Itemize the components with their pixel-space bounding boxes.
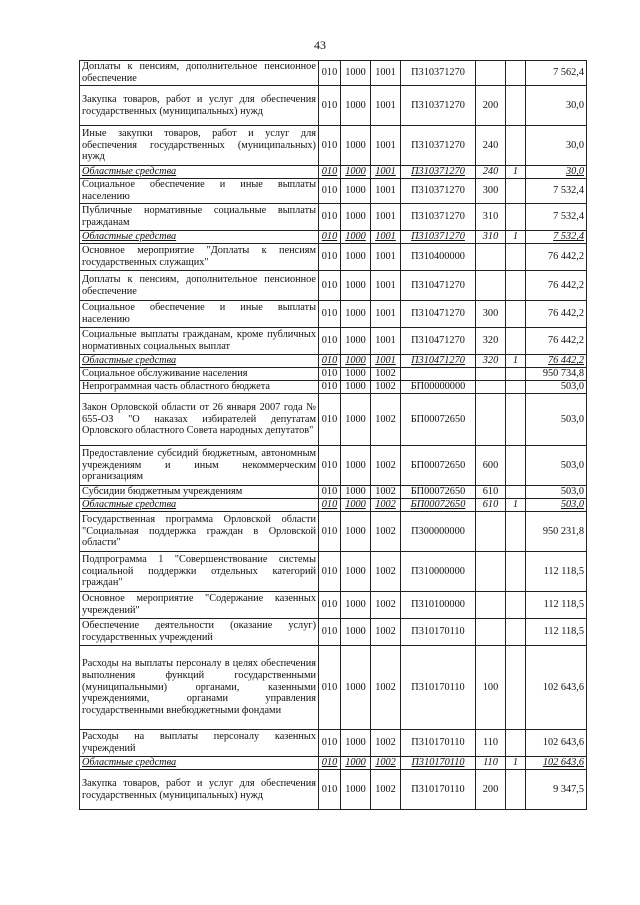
- table-row: [80, 271, 587, 301]
- table-row: [80, 179, 587, 204]
- ministry-code-cell: 010: [319, 61, 341, 86]
- section-code-cell: 1000: [341, 328, 371, 355]
- table-row: [80, 244, 587, 271]
- row-name-cell: Доплаты к пенсиям, дополнительное пенсионное обеспечение: [80, 61, 319, 86]
- funding-source-cell: [506, 244, 526, 271]
- expense-type-cell: [476, 271, 506, 301]
- ministry-code-cell: 010: [319, 394, 341, 446]
- ministry-code-cell: 010: [319, 166, 341, 179]
- amount-cell: 503,0: [526, 446, 587, 486]
- amount-cell: 76 442,2: [526, 244, 587, 271]
- funding-source-cell: [506, 126, 526, 166]
- table-row: [80, 499, 587, 512]
- row-name-cell: Государственная программа Орловской области "Социальная поддержка граждан в Орловской области": [80, 512, 319, 552]
- ministry-code-cell: 010: [319, 204, 341, 231]
- funding-source-cell: [506, 770, 526, 810]
- expense-type-cell: 320: [476, 355, 506, 368]
- amount-cell: 76 442,2: [526, 271, 587, 301]
- target-article-cell: П310100000: [401, 592, 476, 619]
- section-code-cell: 1000: [341, 646, 371, 730]
- funding-source-cell: 1: [506, 499, 526, 512]
- section-code-cell: 1000: [341, 757, 371, 770]
- ministry-code-cell: 010: [319, 512, 341, 552]
- subsection-code-cell: 1001: [371, 179, 401, 204]
- table-row: [80, 61, 587, 86]
- amount-cell: 112 118,5: [526, 552, 587, 592]
- subsection-code-cell: 1002: [371, 512, 401, 552]
- amount-cell: 503,0: [526, 394, 587, 446]
- table-row: [80, 166, 587, 179]
- funding-source-cell: [506, 301, 526, 328]
- subsection-code-cell: 1001: [371, 126, 401, 166]
- table-row: [80, 446, 587, 486]
- subsection-code-cell: 1002: [371, 499, 401, 512]
- target-article-cell: П310400000: [401, 244, 476, 271]
- subsection-code-cell: 1002: [371, 486, 401, 499]
- table-row: [80, 381, 587, 394]
- expense-type-cell: 600: [476, 446, 506, 486]
- row-name-cell: Обеспечение деятельности (оказание услуг) государственных учреждений: [80, 619, 319, 646]
- table-row: [80, 394, 587, 446]
- table-row: [80, 301, 587, 328]
- section-code-cell: 1000: [341, 381, 371, 394]
- subsection-code-cell: 1002: [371, 552, 401, 592]
- ministry-code-cell: 010: [319, 271, 341, 301]
- expense-type-cell: 300: [476, 179, 506, 204]
- table-row: [80, 552, 587, 592]
- funding-source-cell: [506, 592, 526, 619]
- table-row: [80, 512, 587, 552]
- row-name-cell: Социальное обеспечение и иные выплаты населению: [80, 301, 319, 328]
- amount-cell: 950 734,8: [526, 368, 587, 381]
- section-code-cell: 1000: [341, 231, 371, 244]
- expense-type-cell: [476, 592, 506, 619]
- row-name-cell: Закупка товаров, работ и услуг для обеспечения государственных (муниципальных) нужд: [80, 770, 319, 810]
- section-code-cell: 1000: [341, 166, 371, 179]
- table-row: [80, 368, 587, 381]
- amount-cell: 503,0: [526, 381, 587, 394]
- table-row: [80, 86, 587, 126]
- row-name-cell: Предоставление субсидий бюджетным, автономным учреждениям и иным некоммерческим организациям: [80, 446, 319, 486]
- amount-cell: 102 643,6: [526, 757, 587, 770]
- table-row: [80, 204, 587, 231]
- ministry-code-cell: 010: [319, 730, 341, 757]
- target-article-cell: П310170110: [401, 730, 476, 757]
- table-row: [80, 231, 587, 244]
- row-name-cell: Доплаты к пенсиям, дополнительное пенсионное обеспечение: [80, 271, 319, 301]
- subsection-code-cell: 1001: [371, 204, 401, 231]
- ministry-code-cell: 010: [319, 646, 341, 730]
- row-name-cell: Закон Орловской области от 26 января 2007 года № 655-ОЗ "О наказах избирателей депутатам Орловского областного Совета народных депутатов": [80, 394, 319, 446]
- target-article-cell: П310371270: [401, 179, 476, 204]
- amount-cell: 76 442,2: [526, 328, 587, 355]
- amount-cell: 7 562,4: [526, 61, 587, 86]
- subsection-code-cell: 1002: [371, 757, 401, 770]
- row-name-cell: Расходы на выплаты персоналу в целях обеспечения выполнения функций государственными (муниципальными) органами, казенными учреждениями, органами управления государственными внебюджетными фондами: [80, 646, 319, 730]
- expense-type-cell: 310: [476, 204, 506, 231]
- target-article-cell: БП00072650: [401, 486, 476, 499]
- section-code-cell: 1000: [341, 355, 371, 368]
- section-code-cell: 1000: [341, 204, 371, 231]
- row-name-cell: Социальное обеспечение и иные выплаты населению: [80, 179, 319, 204]
- amount-cell: 30,0: [526, 126, 587, 166]
- subsection-code-cell: 1001: [371, 244, 401, 271]
- expense-type-cell: 300: [476, 301, 506, 328]
- section-code-cell: 1000: [341, 61, 371, 86]
- section-code-cell: 1000: [341, 394, 371, 446]
- row-name-cell: Расходы на выплаты персоналу казенных учреждений: [80, 730, 319, 757]
- row-name-cell: Областные средства: [80, 499, 319, 512]
- section-code-cell: 1000: [341, 512, 371, 552]
- target-article-cell: П310371270: [401, 231, 476, 244]
- subsection-code-cell: 1001: [371, 61, 401, 86]
- section-code-cell: 1000: [341, 730, 371, 757]
- section-code-cell: 1000: [341, 271, 371, 301]
- ministry-code-cell: 010: [319, 328, 341, 355]
- target-article-cell: П310170110: [401, 646, 476, 730]
- funding-source-cell: 1: [506, 231, 526, 244]
- ministry-code-cell: 010: [319, 381, 341, 394]
- amount-cell: 7 532,4: [526, 204, 587, 231]
- target-article-cell: БП00072650: [401, 499, 476, 512]
- table-row: [80, 486, 587, 499]
- expense-type-cell: [476, 552, 506, 592]
- ministry-code-cell: 010: [319, 592, 341, 619]
- target-article-cell: П310170110: [401, 757, 476, 770]
- section-code-cell: 1000: [341, 619, 371, 646]
- ministry-code-cell: 010: [319, 446, 341, 486]
- expense-type-cell: [476, 512, 506, 552]
- row-name-cell: Закупка товаров, работ и услуг для обеспечения государственных (муниципальных) нужд: [80, 86, 319, 126]
- section-code-cell: 1000: [341, 368, 371, 381]
- section-code-cell: 1000: [341, 126, 371, 166]
- page-number: 43: [314, 38, 326, 52]
- section-code-cell: 1000: [341, 552, 371, 592]
- amount-cell: 503,0: [526, 486, 587, 499]
- funding-source-cell: [506, 619, 526, 646]
- subsection-code-cell: 1001: [371, 355, 401, 368]
- expense-type-cell: [476, 61, 506, 86]
- row-name-cell: Областные средства: [80, 166, 319, 179]
- amount-cell: 30,0: [526, 86, 587, 126]
- ministry-code-cell: 010: [319, 355, 341, 368]
- subsection-code-cell: 1002: [371, 381, 401, 394]
- expense-type-cell: 100: [476, 646, 506, 730]
- table-row: [80, 770, 587, 810]
- section-code-cell: 1000: [341, 446, 371, 486]
- target-article-cell: [401, 368, 476, 381]
- subsection-code-cell: 1002: [371, 446, 401, 486]
- ministry-code-cell: 010: [319, 86, 341, 126]
- ministry-code-cell: 010: [319, 231, 341, 244]
- funding-source-cell: [506, 552, 526, 592]
- row-name-cell: Областные средства: [80, 231, 319, 244]
- target-article-cell: П310371270: [401, 86, 476, 126]
- target-article-cell: П310371270: [401, 61, 476, 86]
- funding-source-cell: 1: [506, 757, 526, 770]
- row-name-cell: Основное мероприятие "Содержание казенных учреждений": [80, 592, 319, 619]
- table-row: [80, 619, 587, 646]
- subsection-code-cell: 1002: [371, 730, 401, 757]
- amount-cell: 7 532,4: [526, 231, 587, 244]
- expense-type-cell: 610: [476, 499, 506, 512]
- table-row: [80, 126, 587, 166]
- row-name-cell: Областные средства: [80, 757, 319, 770]
- section-code-cell: 1000: [341, 301, 371, 328]
- funding-source-cell: [506, 179, 526, 204]
- subsection-code-cell: 1001: [371, 271, 401, 301]
- funding-source-cell: [506, 486, 526, 499]
- expense-type-cell: 310: [476, 231, 506, 244]
- funding-source-cell: 1: [506, 166, 526, 179]
- expense-type-cell: 320: [476, 328, 506, 355]
- row-name-cell: Социальное обслуживание населения: [80, 368, 319, 381]
- expense-type-cell: [476, 619, 506, 646]
- funding-source-cell: 1: [506, 355, 526, 368]
- amount-cell: 30,0: [526, 166, 587, 179]
- subsection-code-cell: 1001: [371, 86, 401, 126]
- expense-type-cell: 200: [476, 770, 506, 810]
- amount-cell: 950 231,8: [526, 512, 587, 552]
- subsection-code-cell: 1002: [371, 592, 401, 619]
- funding-source-cell: [506, 204, 526, 231]
- table-row: [80, 355, 587, 368]
- row-name-cell: Иные закупки товаров, работ и услуг для обеспечения государственных (муниципальных) нужд: [80, 126, 319, 166]
- section-code-cell: 1000: [341, 592, 371, 619]
- amount-cell: 503,0: [526, 499, 587, 512]
- expense-type-cell: [476, 368, 506, 381]
- target-article-cell: БП00072650: [401, 446, 476, 486]
- amount-cell: 112 118,5: [526, 592, 587, 619]
- section-code-cell: 1000: [341, 499, 371, 512]
- ministry-code-cell: 010: [319, 179, 341, 204]
- section-code-cell: 1000: [341, 486, 371, 499]
- table-row: [80, 646, 587, 730]
- funding-source-cell: [506, 271, 526, 301]
- section-code-cell: 1000: [341, 86, 371, 126]
- row-name-cell: Основное мероприятие "Доплаты к пенсиям государственных служащих": [80, 244, 319, 271]
- amount-cell: 76 442,2: [526, 301, 587, 328]
- amount-cell: 102 643,6: [526, 730, 587, 757]
- row-name-cell: Непрограммная часть областного бюджета: [80, 381, 319, 394]
- ministry-code-cell: 010: [319, 368, 341, 381]
- funding-source-cell: [506, 368, 526, 381]
- budget-table: [79, 60, 587, 810]
- amount-cell: 76 442,2: [526, 355, 587, 368]
- target-article-cell: П310471270: [401, 301, 476, 328]
- ministry-code-cell: 010: [319, 499, 341, 512]
- row-name-cell: Социальные выплаты гражданам, кроме публичных нормативных социальных выплат: [80, 328, 319, 355]
- expense-type-cell: 610: [476, 486, 506, 499]
- ministry-code-cell: 010: [319, 619, 341, 646]
- row-name-cell: Субсидии бюджетным учреждениям: [80, 486, 319, 499]
- funding-source-cell: [506, 646, 526, 730]
- funding-source-cell: [506, 381, 526, 394]
- target-article-cell: БП00000000: [401, 381, 476, 394]
- target-article-cell: П310371270: [401, 166, 476, 179]
- funding-source-cell: [506, 328, 526, 355]
- amount-cell: 102 643,6: [526, 646, 587, 730]
- section-code-cell: 1000: [341, 770, 371, 810]
- subsection-code-cell: 1002: [371, 770, 401, 810]
- target-article-cell: П310471270: [401, 271, 476, 301]
- target-article-cell: П300000000: [401, 512, 476, 552]
- row-name-cell: Областные средства: [80, 355, 319, 368]
- subsection-code-cell: 1001: [371, 166, 401, 179]
- table-row: [80, 328, 587, 355]
- ministry-code-cell: 010: [319, 126, 341, 166]
- table-row: [80, 757, 587, 770]
- amount-cell: 9 347,5: [526, 770, 587, 810]
- subsection-code-cell: 1001: [371, 231, 401, 244]
- target-article-cell: П310371270: [401, 204, 476, 231]
- row-name-cell: Подпрограмма 1 "Совершенствование системы социальной поддержки отдельных категорий граждан": [80, 552, 319, 592]
- expense-type-cell: 240: [476, 126, 506, 166]
- expense-type-cell: [476, 394, 506, 446]
- subsection-code-cell: 1002: [371, 619, 401, 646]
- section-code-cell: 1000: [341, 244, 371, 271]
- expense-type-cell: 240: [476, 166, 506, 179]
- funding-source-cell: [506, 394, 526, 446]
- expense-type-cell: 200: [476, 86, 506, 126]
- expense-type-cell: 110: [476, 757, 506, 770]
- ministry-code-cell: 010: [319, 770, 341, 810]
- target-article-cell: П310371270: [401, 126, 476, 166]
- expense-type-cell: [476, 381, 506, 394]
- funding-source-cell: [506, 86, 526, 126]
- section-code-cell: 1000: [341, 179, 371, 204]
- subsection-code-cell: 1002: [371, 394, 401, 446]
- ministry-code-cell: 010: [319, 301, 341, 328]
- subsection-code-cell: 1002: [371, 646, 401, 730]
- table-row: [80, 730, 587, 757]
- expense-type-cell: [476, 244, 506, 271]
- target-article-cell: П310000000: [401, 552, 476, 592]
- ministry-code-cell: 010: [319, 244, 341, 271]
- subsection-code-cell: 1001: [371, 301, 401, 328]
- target-article-cell: П310170110: [401, 619, 476, 646]
- ministry-code-cell: 010: [319, 486, 341, 499]
- funding-source-cell: [506, 61, 526, 86]
- amount-cell: 112 118,5: [526, 619, 587, 646]
- table-row: [80, 592, 587, 619]
- table-body: [80, 61, 587, 810]
- expense-type-cell: 110: [476, 730, 506, 757]
- target-article-cell: П310170110: [401, 770, 476, 810]
- funding-source-cell: [506, 512, 526, 552]
- funding-source-cell: [506, 446, 526, 486]
- amount-cell: 7 532,4: [526, 179, 587, 204]
- ministry-code-cell: 010: [319, 552, 341, 592]
- target-article-cell: П310471270: [401, 355, 476, 368]
- target-article-cell: П310471270: [401, 328, 476, 355]
- subsection-code-cell: 1002: [371, 368, 401, 381]
- funding-source-cell: [506, 730, 526, 757]
- target-article-cell: БП00072650: [401, 394, 476, 446]
- row-name-cell: Публичные нормативные социальные выплаты гражданам: [80, 204, 319, 231]
- ministry-code-cell: 010: [319, 757, 341, 770]
- subsection-code-cell: 1001: [371, 328, 401, 355]
